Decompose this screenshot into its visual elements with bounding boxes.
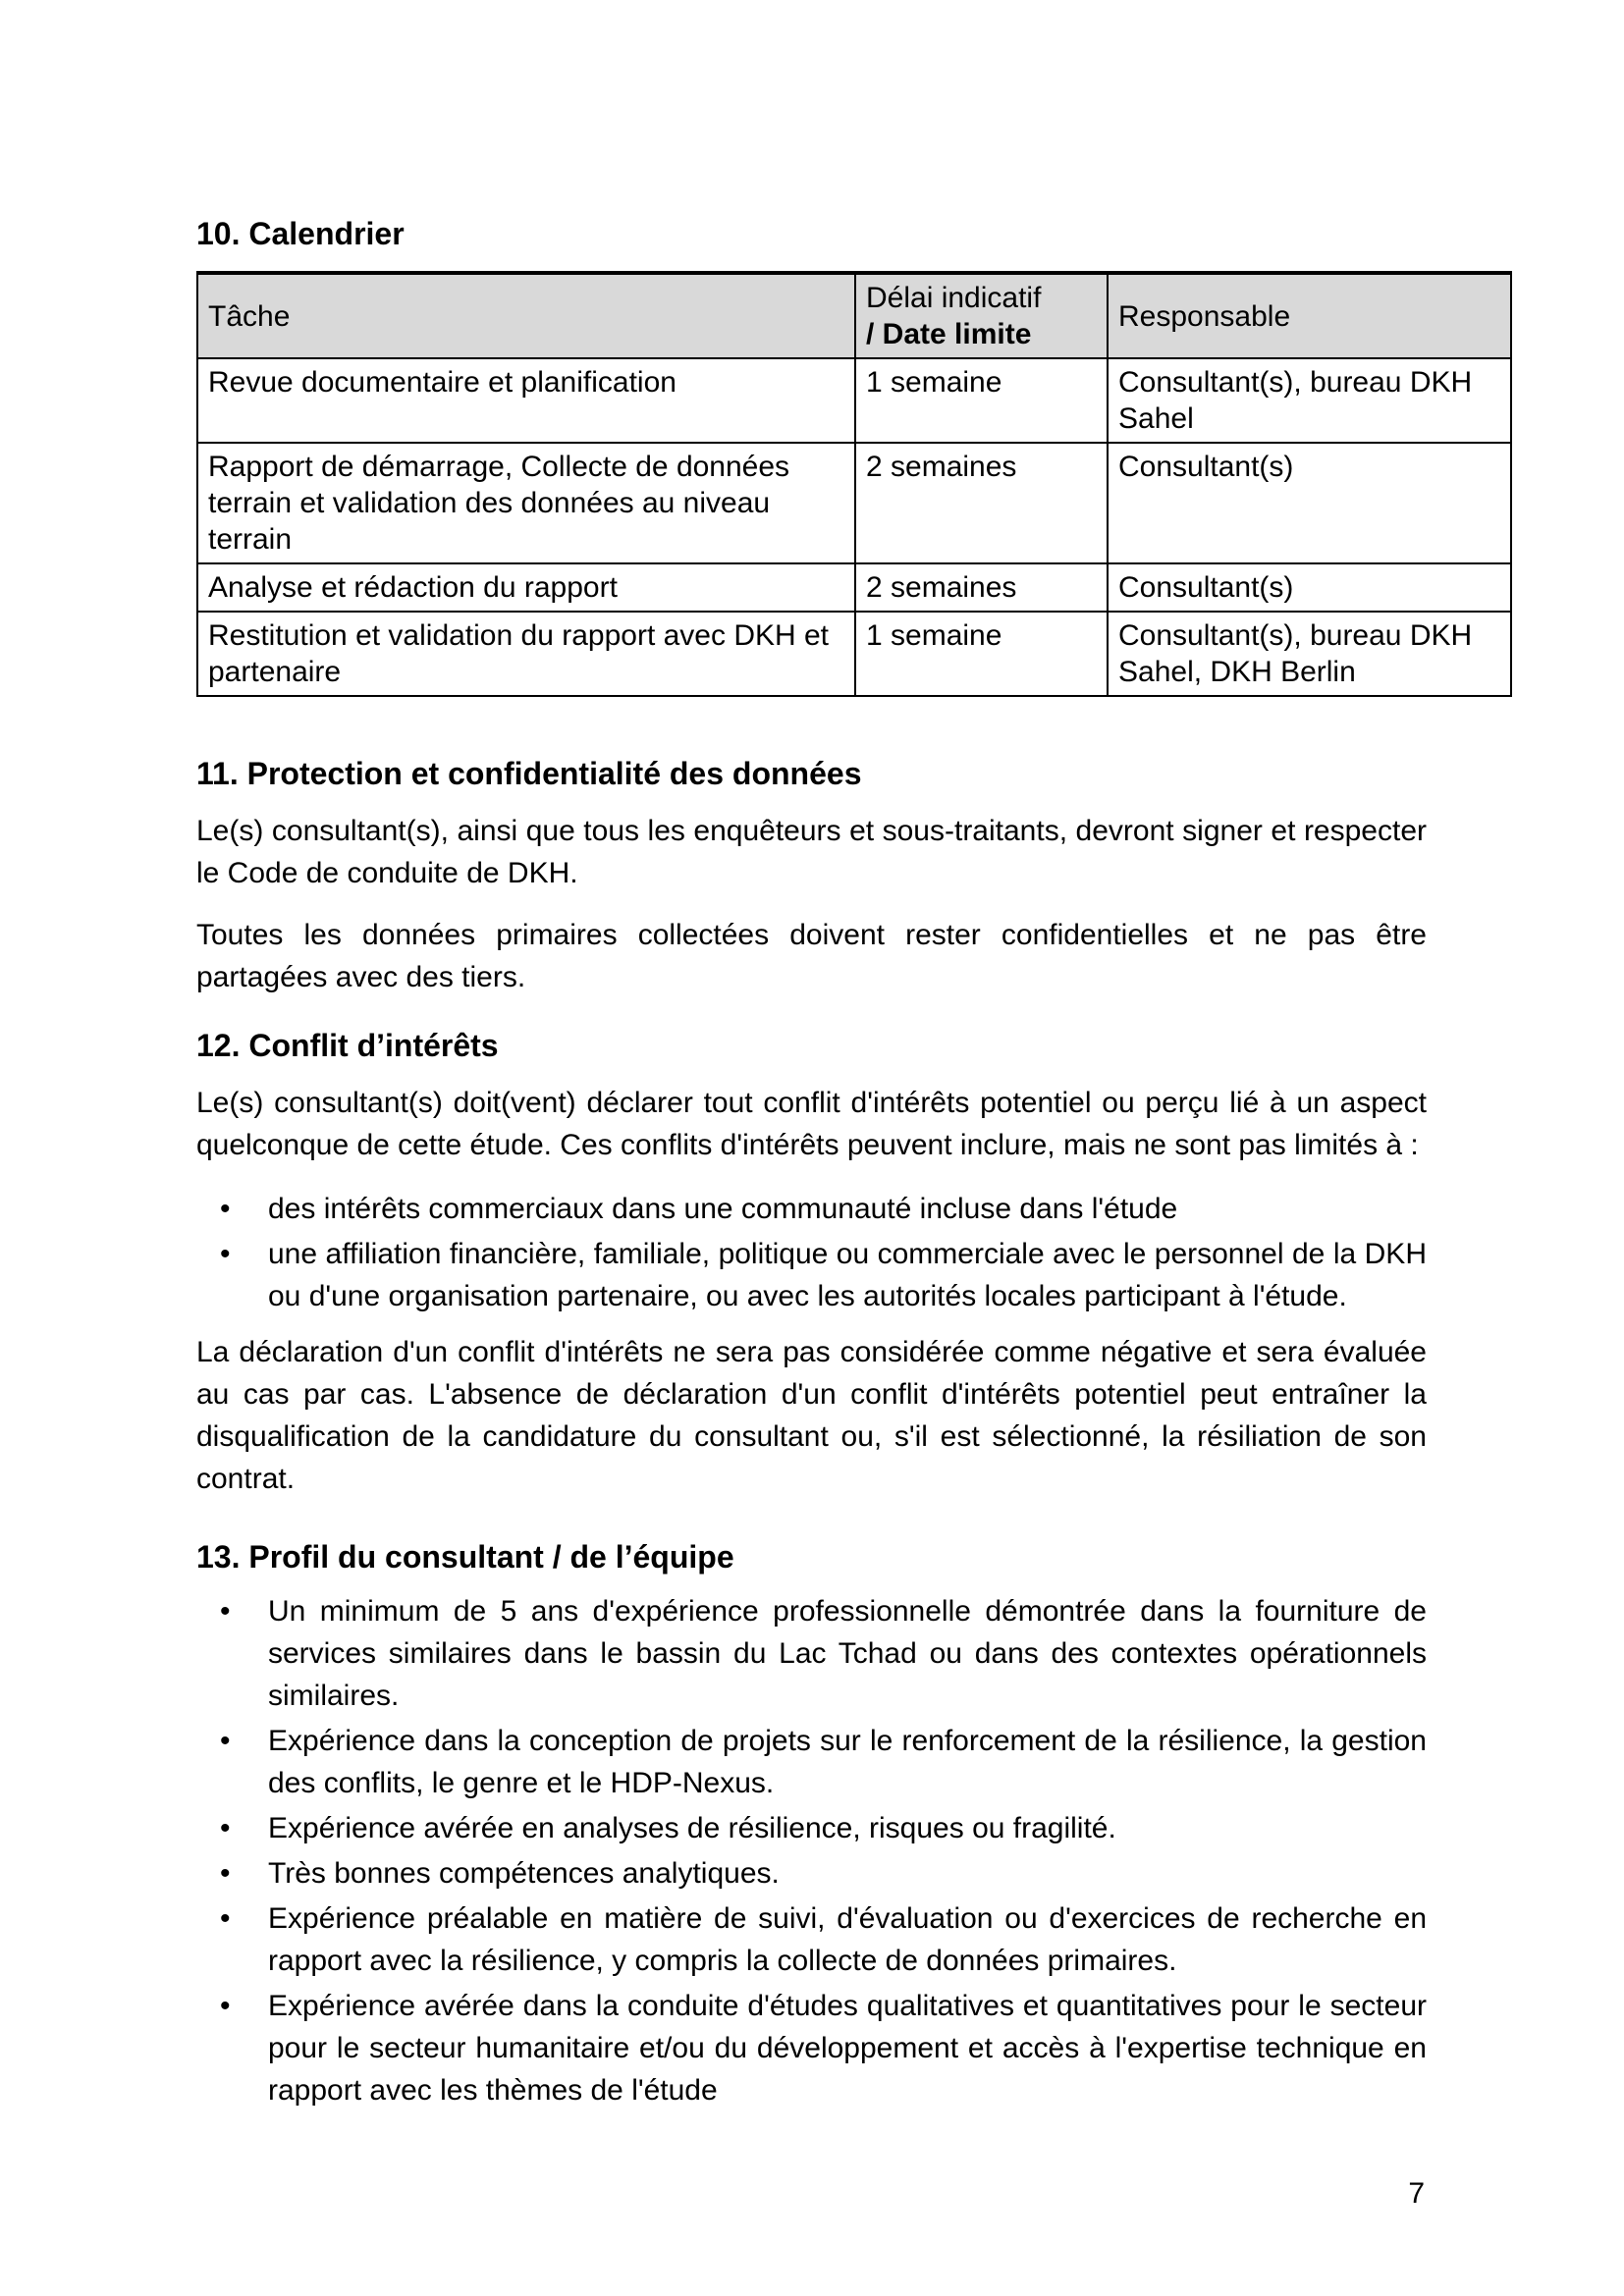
table-header-tache-label: Tâche	[208, 299, 291, 333]
bullet-icon: •	[220, 1857, 231, 1890]
list-item	[196, 1233, 1427, 1317]
table-header-tache	[197, 273, 855, 358]
bullet-icon: •	[220, 1990, 231, 2022]
table-header-delai-line1: Délai indicatif	[866, 282, 1042, 314]
section-heading-profil: 13. Profil du consultant / de l’équipe	[196, 1539, 734, 1575]
list-item-text: Expérience dans la conception de projets sur le renforcement de la résilience, la gestion des conflits, le genre et le HDP-Nexus.	[268, 1725, 1427, 1799]
list-item-text: Expérience avérée en analyses de résilience, risques ou fragilité.	[268, 1812, 1116, 1844]
table-row	[197, 358, 1511, 443]
profil-bullet-list	[196, 1590, 1427, 2111]
table-row	[197, 443, 1511, 563]
list-item	[196, 1590, 1427, 1717]
list-item-text: Un minimum de 5 ans d'expérience professionnelle démontrée dans la fourniture de services similaires dans le bassin du Lac Tchad ou dans des contextes opérationnels similaires.	[268, 1595, 1427, 1712]
list-item	[196, 1852, 1427, 1895]
section-heading-calendrier: 10. Calendrier	[196, 216, 405, 251]
cell-tache: Rapport de démarrage, Collecte de données terrain et validation des données au niveau terrain	[197, 443, 855, 563]
cell-delai: 1 semaine	[855, 358, 1108, 443]
table-row	[197, 612, 1511, 696]
cell-delai: 1 semaine	[855, 612, 1108, 696]
cell-responsable: Consultant(s), bureau DKH Sahel	[1108, 358, 1511, 443]
cell-tache: Revue documentaire et planification	[197, 358, 855, 443]
list-item-text: Expérience avérée dans la conduite d'études qualitatives et quantitatives pour le secteur pour le secteur humanitaire et/ou du développement et accès à l'expertise technique en rapport avec les thèmes de l'étude	[268, 1990, 1427, 2107]
list-item-text: Très bonnes compétences analytiques.	[268, 1857, 780, 1890]
table-header-delai-line2: / Date limite	[866, 318, 1032, 350]
section-heading-protection: 11. Protection et confidentialité des données	[196, 756, 862, 791]
cell-delai: 2 semaines	[855, 443, 1108, 563]
list-item-text: des intérêts commerciaux dans une communauté incluse dans l'étude	[268, 1193, 1178, 1225]
cell-responsable: Consultant(s)	[1108, 443, 1511, 563]
cell-tache: Analyse et rédaction du rapport	[197, 563, 855, 612]
cell-responsable: Consultant(s), bureau DKH Sahel, DKH Berlin	[1108, 612, 1511, 696]
list-item	[196, 1807, 1427, 1849]
cell-delai: 2 semaines	[855, 563, 1108, 612]
conflit-bullet-list	[196, 1188, 1427, 1317]
list-item	[196, 1897, 1427, 1982]
list-item	[196, 1985, 1427, 2111]
table-header-row	[197, 273, 1511, 358]
protection-paragraph-2: Toutes les données primaires collectées doivent rester confidentielles et ne pas être partagées avec des tiers.	[196, 919, 1427, 993]
calendrier-table	[196, 271, 1512, 697]
list-item-text: Expérience préalable en matière de suivi, d'évaluation ou d'exercices de recherche en rapport avec la résilience, y compris la collecte de données primaires.	[268, 1902, 1427, 1977]
bullet-icon: •	[220, 1725, 231, 1757]
list-item-text: une affiliation financière, familiale, politique ou commerciale avec le personnel de la DKH ou d'une organisation partenaire, ou avec les autorités locales participant à l'étude.	[268, 1238, 1427, 1312]
list-item	[196, 1188, 1427, 1230]
table-header-responsable-label: Responsable	[1118, 299, 1291, 333]
conflit-intro-paragraph: Le(s) consultant(s) doit(vent) déclarer tout conflit d'intérêts potentiel ou perçu lié à un aspect quelconque de cette étude. Ces conflits d'intérêts peuvent inclure, mais ne sont pas limités à :	[196, 1087, 1427, 1161]
table-row	[197, 563, 1511, 612]
bullet-icon: •	[220, 1812, 231, 1844]
table-header-delai	[855, 273, 1108, 358]
page-content	[196, 0, 1510, 2215]
bullet-icon: •	[220, 1193, 231, 1225]
bullet-icon: •	[220, 1238, 231, 1270]
bullet-icon: •	[220, 1595, 231, 1628]
list-item	[196, 1720, 1427, 1804]
section-heading-conflit: 12. Conflit d’intérêts	[196, 1028, 499, 1063]
protection-paragraph-1: Le(s) consultant(s), ainsi que tous les enquêteurs et sous-traitants, devront signer et respecter le Code de conduite de DKH.	[196, 815, 1427, 889]
cell-responsable: Consultant(s)	[1108, 563, 1511, 612]
page-number: 7	[1408, 2177, 1425, 2210]
conflit-outro-paragraph: La déclaration d'un conflit d'intérêts ne sera pas considérée comme négative et sera évaluée au cas par cas. L'absence de déclaration d'un conflit d'intérêts potentiel peut entraîner la disqualification de la candidature du consultant ou, s'il est sélectionné, la résiliation de son contrat.	[196, 1336, 1427, 1495]
bullet-icon: •	[220, 1902, 231, 1935]
cell-tache: Restitution et validation du rapport avec DKH et partenaire	[197, 612, 855, 696]
table-header-responsable	[1108, 273, 1511, 358]
